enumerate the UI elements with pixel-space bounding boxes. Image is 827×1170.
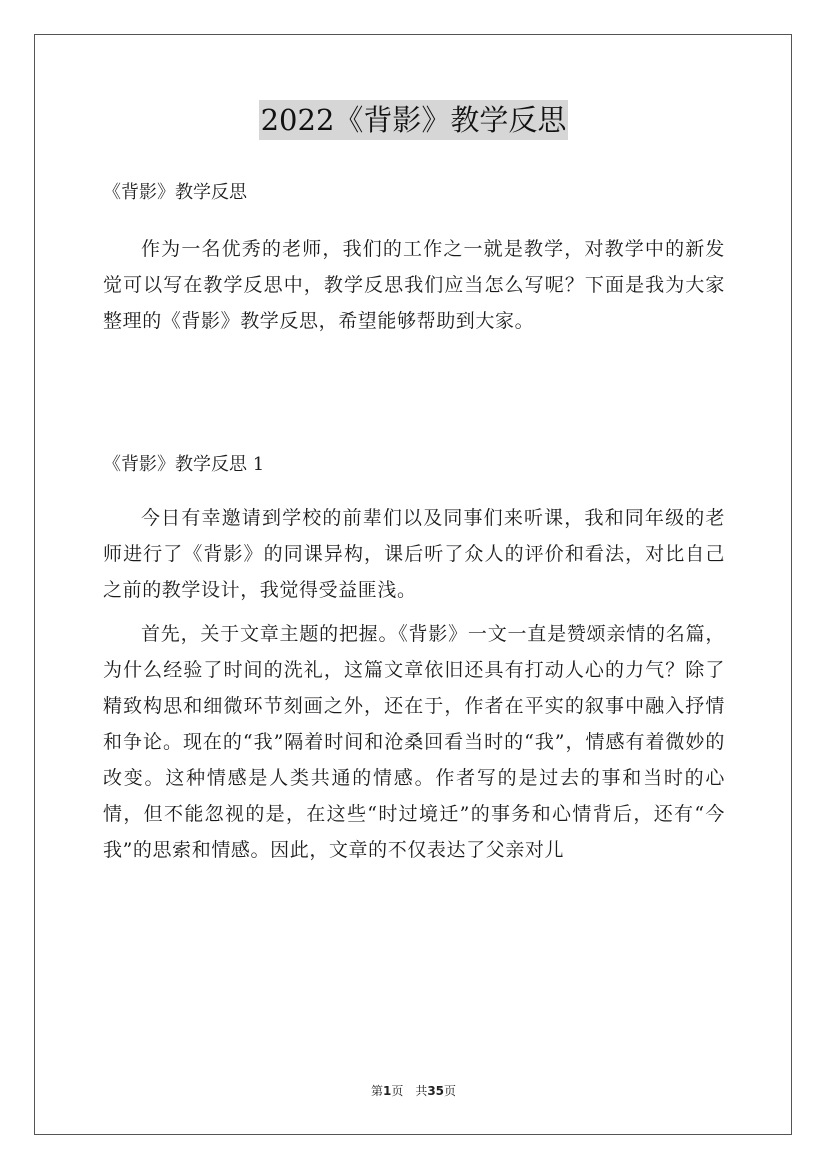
- intro-body: [103, 231, 725, 339]
- document-title: 2022《背影》教学反思: [259, 100, 569, 140]
- footer-mid: 页 共: [391, 1084, 428, 1098]
- footer-prefix: 第: [370, 1084, 383, 1098]
- intro-paragraph: 作为一名优秀的老师，我们的工作之一就是教学，对教学中的新发觉可以写在教学反思中，教学反思我们应当怎么写呢？下面是我为大家整理的《背影》教学反思，希望能够帮助到大家。: [103, 238, 725, 332]
- footer-page-current: 1: [382, 1084, 392, 1098]
- document-title-block: [0, 100, 827, 145]
- section1-body: [103, 500, 725, 868]
- page-footer: [0, 1082, 827, 1099]
- footer-suffix: 页: [444, 1084, 457, 1098]
- footer-page-total: 35: [427, 1084, 445, 1098]
- intro-heading: 《背影》教学反思: [103, 182, 247, 203]
- section1-heading: 《背影》教学反思 1: [103, 454, 265, 475]
- section1-paragraph-1: 今日有幸邀请到学校的前辈们以及同事们来听课，我和同年级的老师进行了《背影》的同课异构，课后听了众人的评价和看法，对比自己之前的教学设计，我觉得受益匪浅。: [103, 507, 725, 601]
- section1-paragraph-2: 首先，关于文章主题的把握。《背影》一文一直是赞颂亲情的名篇，为什么经验了时间的洗礼，这篇文章依旧还具有打动人心的力气？除了精致构思和细微环节刻画之外，还在于，作者在平实的叙事中融入抒情和争论。现在的“我”隔着时间和沧桑回看当时的“我”，情感有着微妙的改变。这种情感是人类共通的情感。作者写的是过去的事和当时的心情，但不能忽视的是，在这些“时过境迁”的事务和心情背后，还有“今我”的思索和情感。因此，文章的不仅表达了父亲对儿: [103, 623, 725, 861]
